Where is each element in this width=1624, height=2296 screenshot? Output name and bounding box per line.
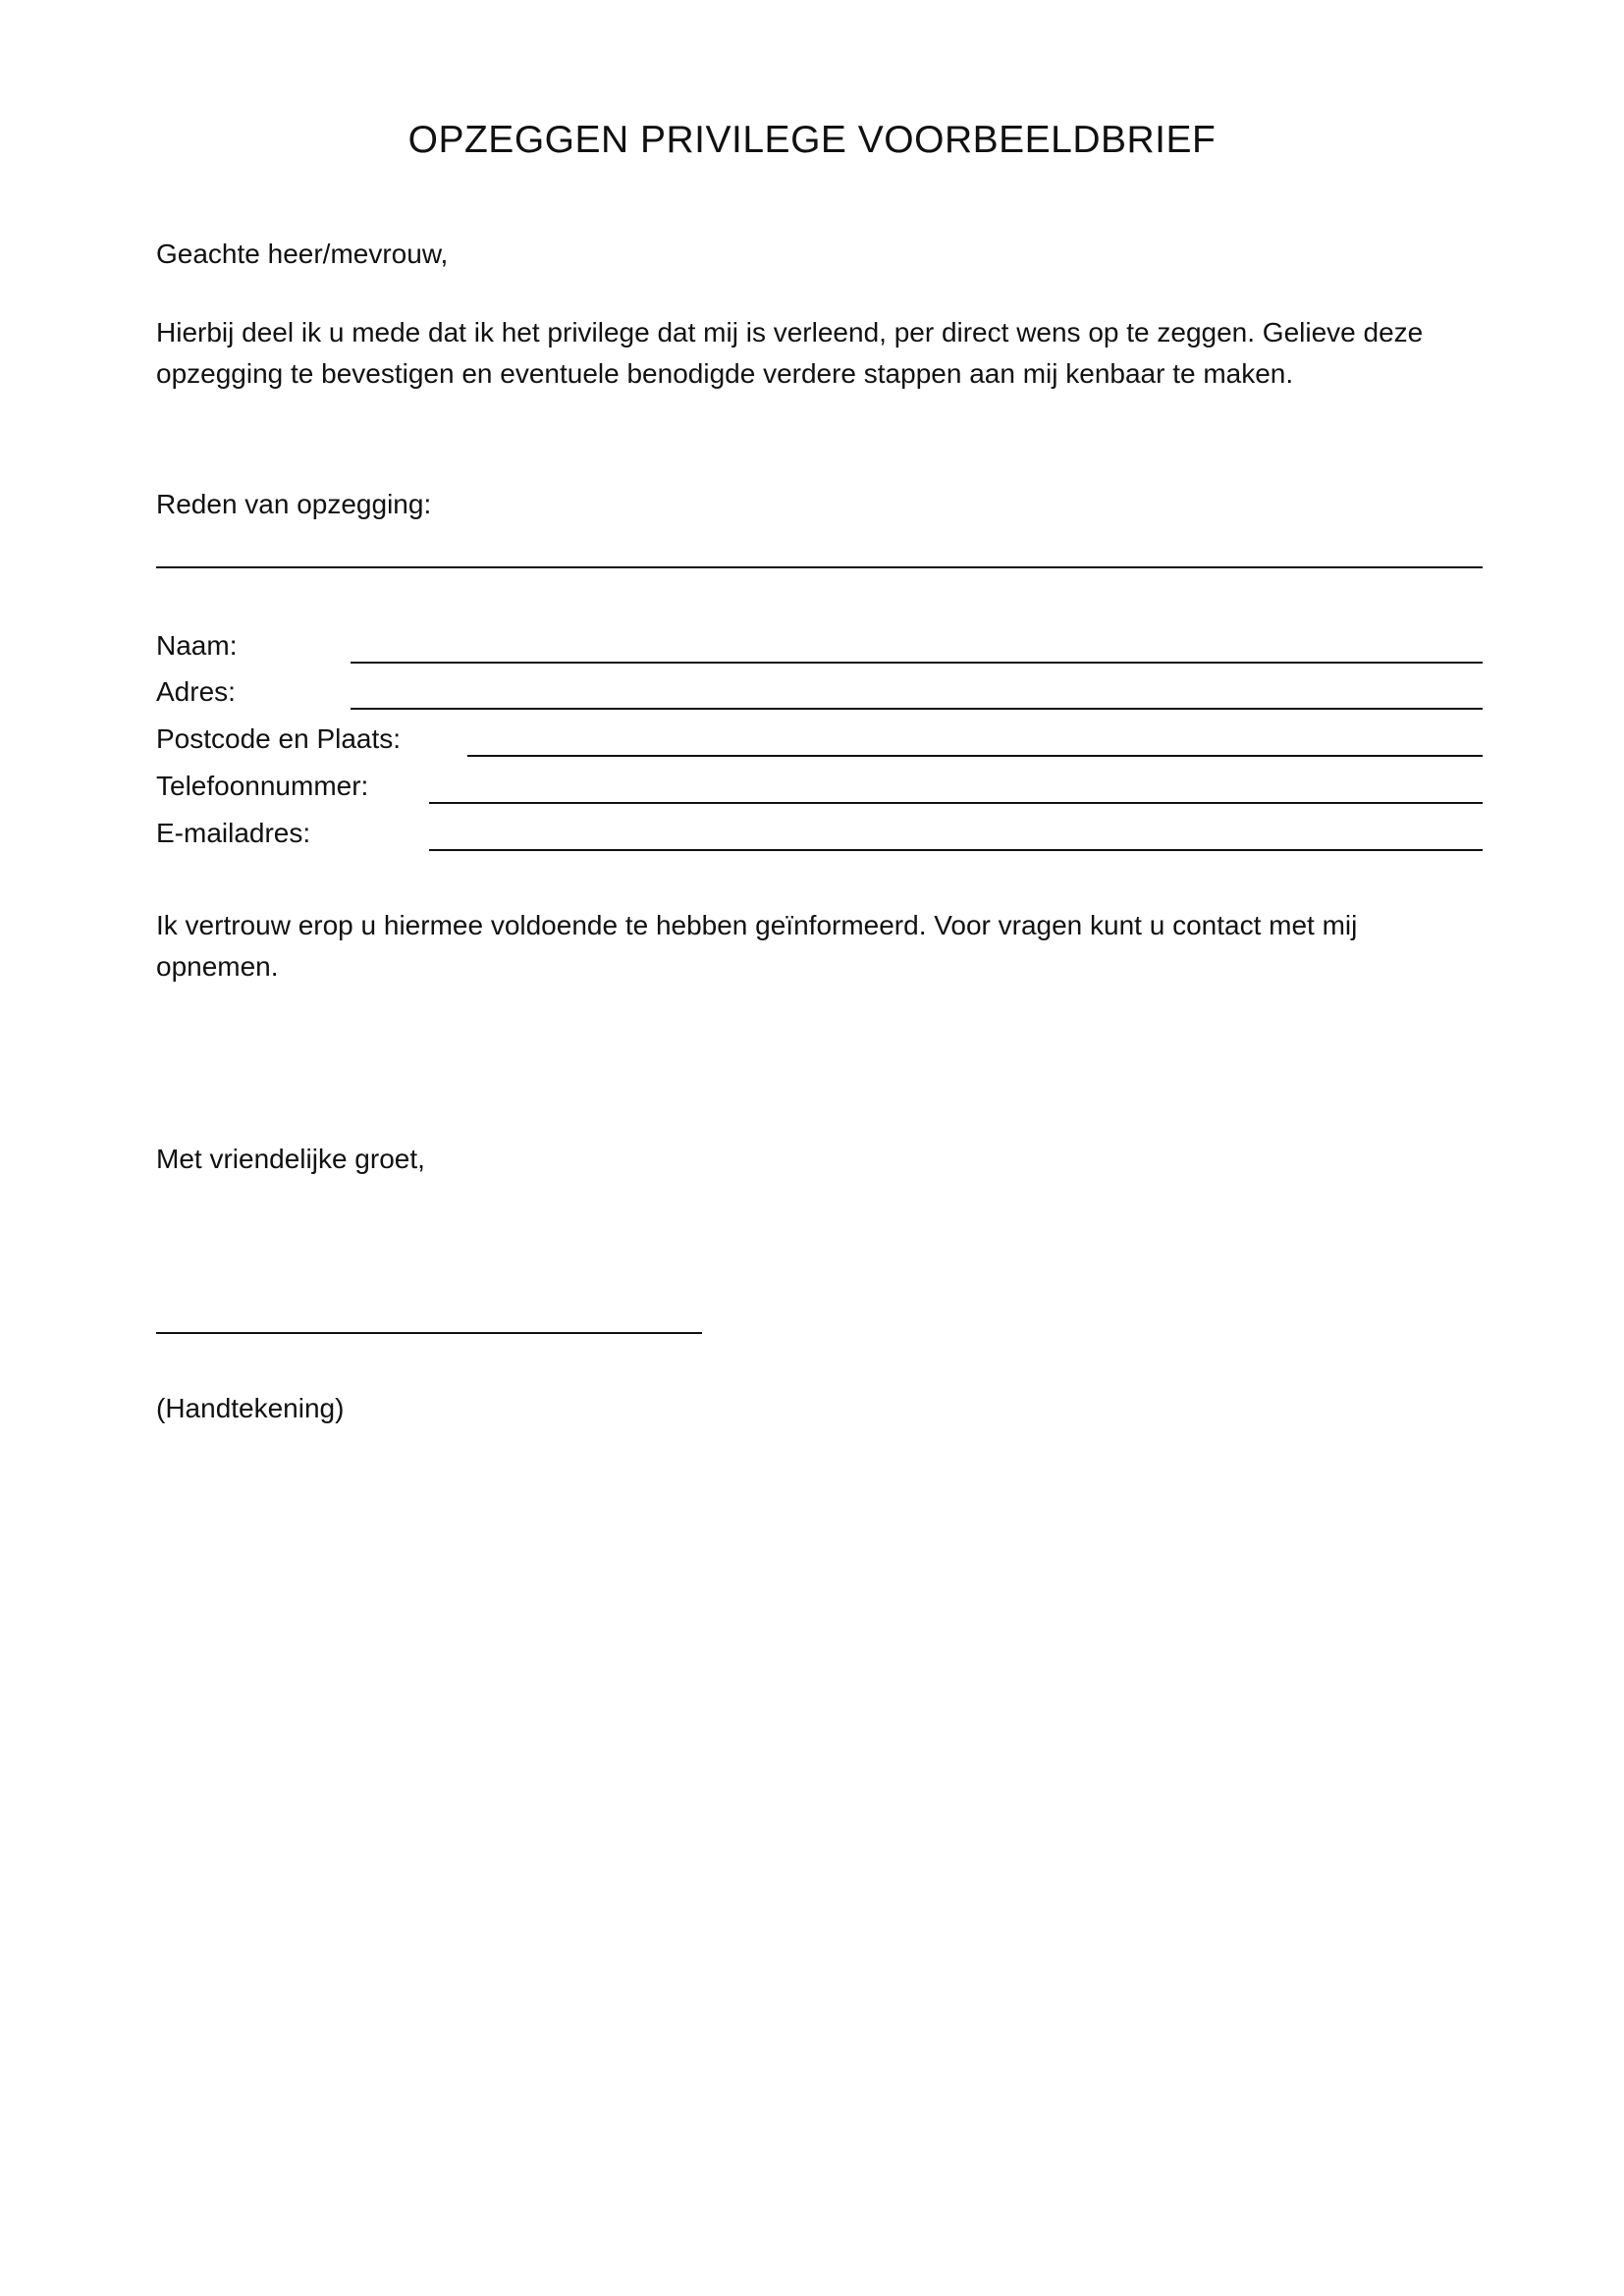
email-input-line[interactable]: [429, 849, 1483, 851]
signature-caption: (Handtekening): [156, 1393, 345, 1423]
regards: Met vriendelijke groet,: [156, 1144, 425, 1174]
greeting: Geachte heer/mevrouw,: [156, 239, 449, 269]
closing-paragraph: Ik vertrouw erop u hiermee voldoende te hebben geïnformeerd. Voor vragen kunt u contact met mij opnemen.: [156, 910, 1358, 982]
reason-input-line[interactable]: [156, 566, 1483, 568]
address-input-line[interactable]: [351, 708, 1483, 710]
name-input-line[interactable]: [351, 662, 1483, 664]
document-title: OPZEGGEN PRIVILEGE VOORBEELDBRIEF: [407, 119, 1217, 161]
intro-paragraph: Hierbij deel ik u mede dat ik het privilege dat mij is verleend, per direct wens op te zeggen. Gelieve deze opzegging te bevestigen en eventuele benodigde verdere stappen aan mij kenbaar te maken.: [156, 317, 1424, 389]
postcode-city-input-line[interactable]: [467, 755, 1483, 757]
email-label: E-mailadres:: [156, 818, 311, 848]
phone-input-line[interactable]: [429, 802, 1483, 804]
address-label: Adres:: [156, 676, 236, 707]
name-label: Naam:: [156, 630, 238, 661]
postcode-city-label: Postcode en Plaats:: [156, 723, 402, 754]
phone-label: Telefoonnummer:: [156, 771, 369, 801]
reason-label: Reden van opzegging:: [156, 489, 432, 519]
signature-line[interactable]: [156, 1332, 702, 1334]
